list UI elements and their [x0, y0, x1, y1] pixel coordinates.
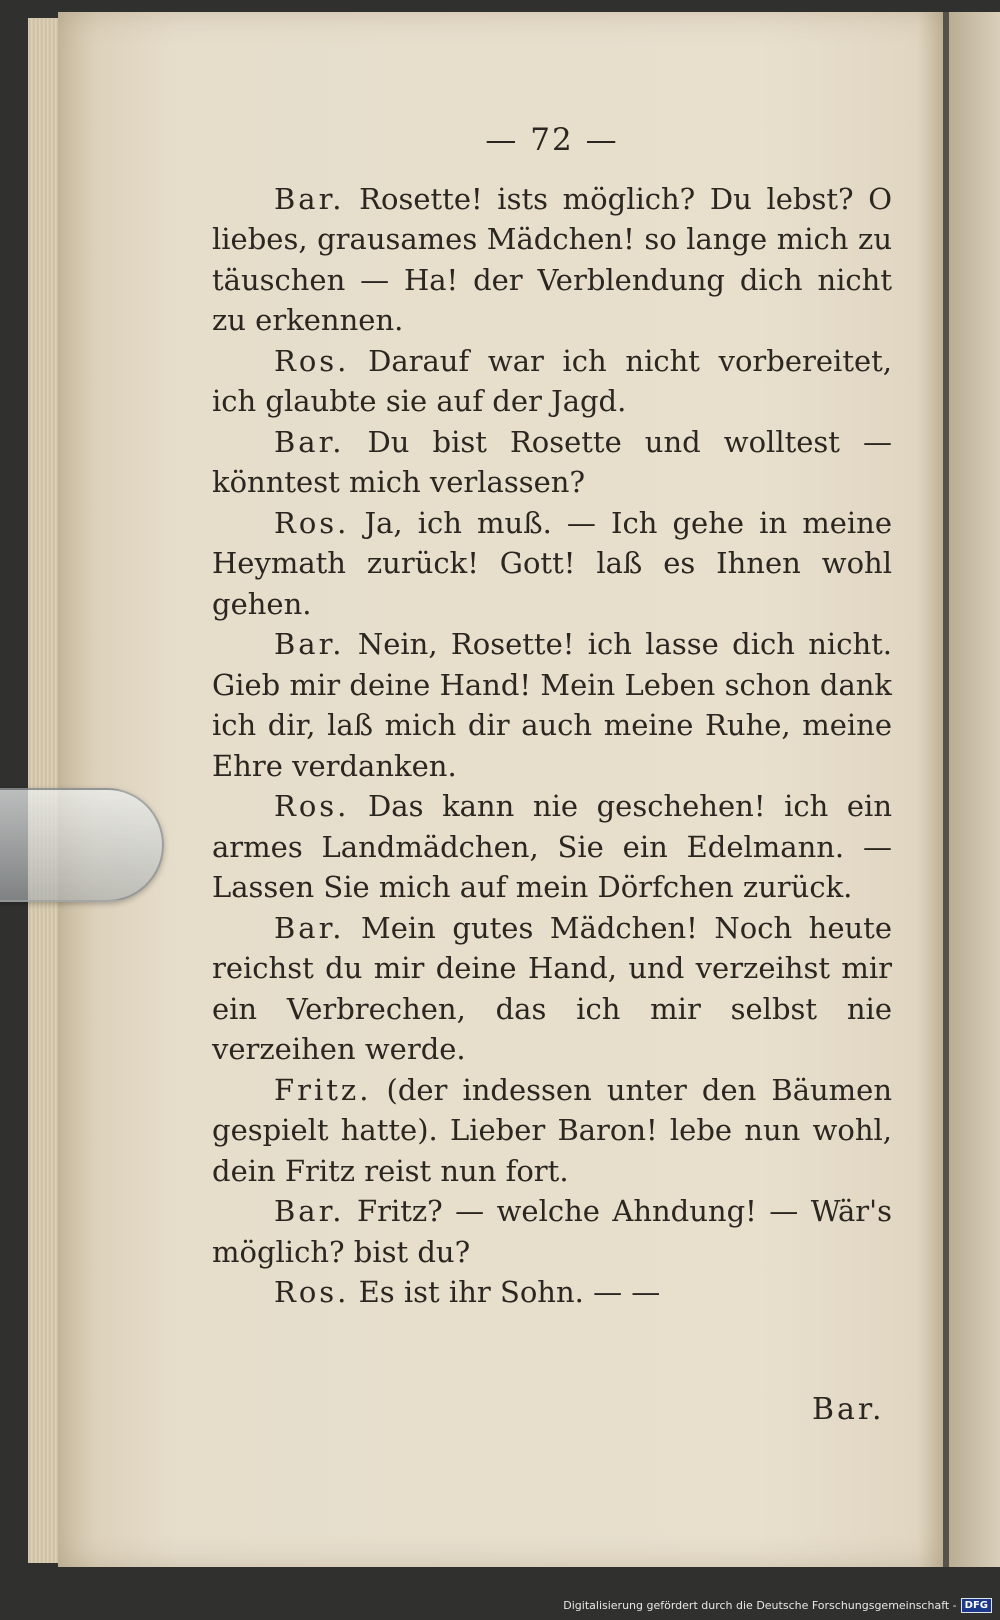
speech-text: (der indessen unter den Bäumen gespielt hatte). Lieber Baron! lebe nun wohl, dein Fritz reist nun fort.: [212, 1072, 892, 1188]
speech-text: Es ist ihr Sohn. — —: [358, 1275, 661, 1309]
speech-text: Du bist Rosette und wolltest — könntest mich verlassen?: [212, 424, 892, 499]
page-number: — 72 —: [485, 122, 619, 158]
speaker-name: Bar.: [274, 424, 345, 459]
speech-text: Rosette! ists möglich? Du lebst? O liebes, grausames Mädchen! so lange mich zu täuschen — Ha! der Verblendung dich nicht zu erkennen.: [212, 181, 892, 337]
dialogue-paragraph: [212, 503, 892, 625]
dialogue-paragraph: [212, 1070, 892, 1192]
dialogue-paragraph: [212, 341, 892, 422]
speaker-name: Bar.: [274, 910, 345, 945]
speaker-name: Ros.: [274, 343, 350, 378]
facing-page-edge: [949, 12, 1000, 1567]
dialogue-paragraph: [212, 786, 892, 908]
speaker-name: Bar.: [274, 1194, 345, 1228]
speech-text: Mein gutes Mädchen! Noch heute reichst du mir deine Hand, und verzeihst mir ein Verbrechen, das ich mir selbst nie verzeihen werde.: [212, 910, 893, 1066]
dialogue-paragraph: [212, 1272, 892, 1313]
page-text: [212, 120, 892, 1313]
dialogue-paragraph: [212, 908, 892, 1070]
speech-text: Darauf war ich nicht vorbereitet, ich glaubte sie auf der Jagd.: [212, 343, 893, 418]
catchword: Bar.: [812, 1392, 885, 1427]
speaker-name: Ros.: [274, 789, 350, 823]
page-clip: [0, 788, 164, 902]
speech-text: Fritz? — welche Ahndung! — Wär's möglich? bist du?: [212, 1194, 892, 1269]
dialogue-paragraph: [212, 624, 892, 786]
speech-text: Ja, ich muß. — Ich gehe in meine Heymath zurück! Gott! laß es Ihnen wohl gehen.: [212, 505, 892, 621]
speaker-name: Bar.: [274, 627, 345, 661]
dialogue: [212, 179, 892, 1313]
speaker-name: Ros.: [274, 505, 350, 540]
speaker-name: Bar.: [274, 181, 345, 216]
dfg-logo: DFG: [961, 1598, 992, 1613]
speaker-name: Fritz.: [274, 1072, 372, 1107]
dialogue-paragraph: [212, 422, 892, 503]
speech-text: Das kann nie geschehen! ich ein armes Landmädchen, Sie ein Edelmann. — Lassen Sie mich auf mein Dörfchen zurück.: [212, 789, 893, 904]
dialogue-paragraph: [212, 1191, 892, 1272]
dialogue-paragraph: [212, 179, 892, 341]
speaker-name: Ros.: [274, 1275, 350, 1309]
digitization-credit: [563, 1596, 992, 1614]
speech-text: Nein, Rosette! ich lasse dich nicht. Gieb mir deine Hand! Mein Leben schon dank ich dir, laß mich dir auch meine Ruhe, meine Ehre verdanken.: [212, 627, 892, 783]
credit-text: Digitalisierung gefördert durch die Deutsche Forschungsgemeinschaft -: [563, 1598, 957, 1612]
